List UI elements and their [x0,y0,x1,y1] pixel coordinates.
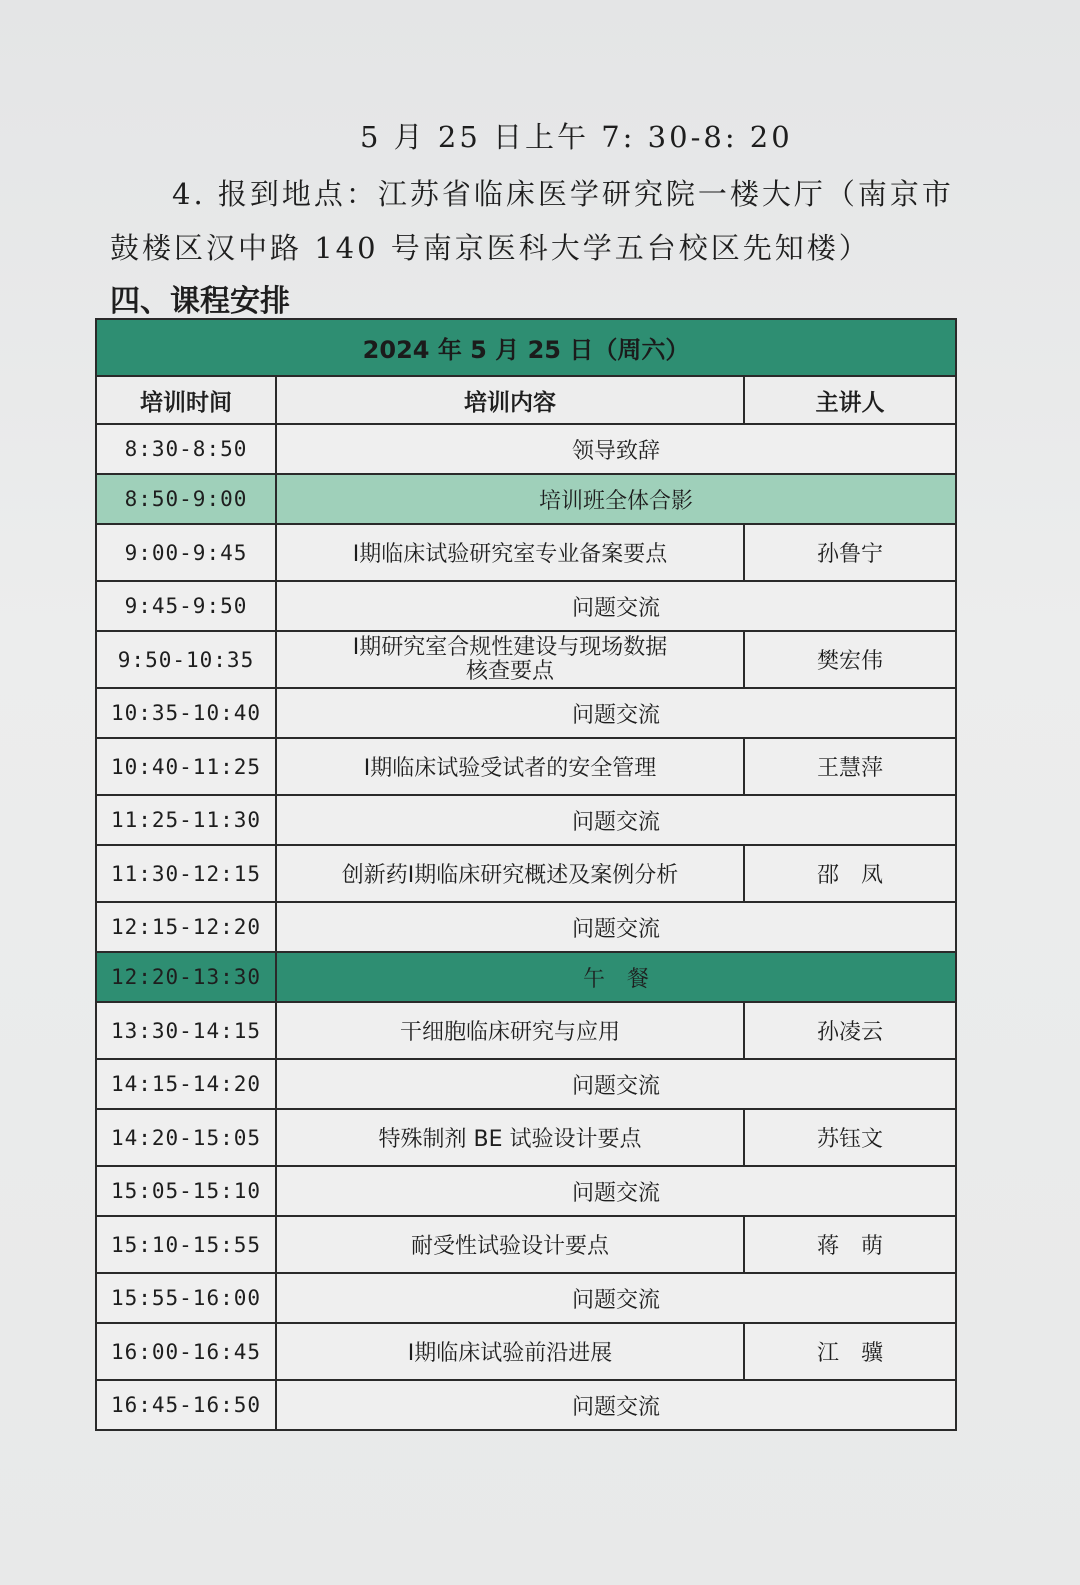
row-speaker: 孙鲁宁 [744,524,956,581]
row-time: 14:20-15:05 [96,1109,276,1166]
row-speaker: 江 骥 [744,1323,956,1380]
registration-location-line-2: 鼓楼区汉中路 140 号南京医科大学五台校区先知楼） [110,231,871,265]
row-content: 问题交流 [276,1059,956,1109]
row-content: 领导致辞 [276,424,956,474]
row-time: 11:25-11:30 [96,795,276,845]
row-content: 问题交流 [276,1380,956,1430]
row-time: 12:20-13:30 [96,952,276,1002]
row-content: Ⅰ期临床试验前沿进展 [276,1323,744,1380]
table-row [96,474,956,524]
row-speaker: 邵 凤 [744,845,956,902]
column-header-content: 培训内容 [276,376,744,424]
column-header-time: 培训时间 [96,376,276,424]
row-content: 问题交流 [276,795,956,845]
table-row [96,688,956,738]
row-content-line-1: Ⅰ期研究室合规性建设与现场数据 [352,634,668,660]
table-row [96,1273,956,1323]
row-content: 问题交流 [276,1273,956,1323]
row-content-line-2: 核查要点 [465,658,554,684]
section-heading: 四、课程安排 [110,284,290,319]
row-speaker: 樊宏伟 [744,631,956,688]
table-title-row [96,319,956,376]
row-time: 8:30-8:50 [96,424,276,474]
registration-time-line: 5 月 25 日上午 7: 30-8: 20 [360,120,793,154]
row-time: 16:45-16:50 [96,1380,276,1430]
table-row [96,902,956,952]
row-time: 9:45-9:50 [96,581,276,631]
registration-location-line-1: 4. 报到地点：江苏省临床医学研究院一楼大厅（南京市 [172,177,954,211]
table-row [96,738,956,795]
table-row [96,1109,956,1166]
row-time: 10:35-10:40 [96,688,276,738]
table-row [96,524,956,581]
row-time: 15:55-16:00 [96,1273,276,1323]
column-header-speaker: 主讲人 [744,376,956,424]
row-speaker: 蒋 萌 [744,1216,956,1273]
row-time: 11:30-12:15 [96,845,276,902]
table-row [96,1059,956,1109]
row-time: 9:50-10:35 [96,631,276,688]
table-row [96,845,956,902]
table-row [96,581,956,631]
row-content: 特殊制剂 BE 试验设计要点 [276,1109,744,1166]
row-time: 15:10-15:55 [96,1216,276,1273]
row-time: 16:00-16:45 [96,1323,276,1380]
table-row [96,952,956,1002]
table-row [96,1166,956,1216]
table-row [96,1323,956,1380]
row-content [276,631,744,688]
row-speaker: 王慧萍 [744,738,956,795]
table-header-row [96,376,956,424]
row-content: 问题交流 [276,581,956,631]
row-content: 创新药Ⅰ期临床研究概述及案例分析 [276,845,744,902]
row-content: 干细胞临床研究与应用 [276,1002,744,1059]
row-content: Ⅰ期临床试验研究室专业备案要点 [276,524,744,581]
row-content: 培训班全体合影 [276,474,956,524]
row-time: 9:00-9:45 [96,524,276,581]
table-row [96,795,956,845]
table-row [96,1216,956,1273]
row-content: 问题交流 [276,902,956,952]
table-row [96,424,956,474]
row-time: 14:15-14:20 [96,1059,276,1109]
schedule-table [95,318,955,1431]
row-time: 10:40-11:25 [96,738,276,795]
row-time: 13:30-14:15 [96,1002,276,1059]
row-content: 午 餐 [276,952,956,1002]
row-speaker: 苏钰文 [744,1109,956,1166]
row-content: 问题交流 [276,1166,956,1216]
row-time: 15:05-15:10 [96,1166,276,1216]
row-time: 12:15-12:20 [96,902,276,952]
table-date-title: 2024 年 5 月 25 日（周六） [96,319,956,376]
row-content: 问题交流 [276,688,956,738]
row-content: Ⅰ期临床试验受试者的安全管理 [276,738,744,795]
row-speaker: 孙凌云 [744,1002,956,1059]
row-content: 耐受性试验设计要点 [276,1216,744,1273]
row-time: 8:50-9:00 [96,474,276,524]
table-row [96,1002,956,1059]
table-row [96,631,956,688]
table-row [96,1380,956,1430]
